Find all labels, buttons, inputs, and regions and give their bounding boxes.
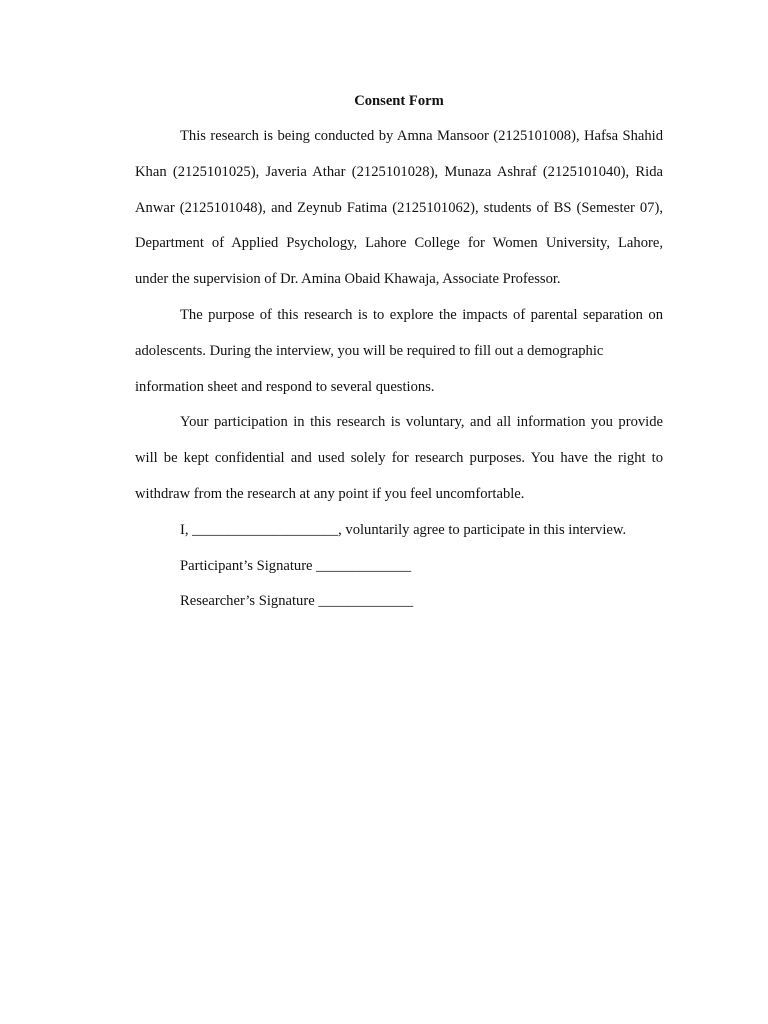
paragraph-purpose [135, 298, 663, 405]
consent-form-body [135, 88, 663, 620]
paragraph-line: Department of Applied Psychology, Lahore College for Women University, Lahore, [135, 235, 663, 252]
paragraph-line: Your participation in this research is voluntary, and all information you provide [180, 414, 663, 431]
document-title: Consent Form [354, 93, 444, 109]
paragraph-line: will be kept confidential and used solely for research purposes. You have the right to [135, 450, 663, 467]
paragraph-participation [135, 405, 663, 512]
paragraph-line: withdraw from the research at any point if you feel uncomfortable. [135, 485, 525, 502]
paragraph-line: This research is being conducted by Amna Mansoor (2125101008), Hafsa Shahid [180, 128, 663, 144]
paragraph-line: information sheet and respond to several questions. [135, 378, 435, 395]
paragraph-line: Anwar (2125101048), and Zeynub Fatima (2125101062), students of BS (Semester 07), [135, 199, 663, 216]
researcher-signature-line: Researcher’s Signature _____________ [180, 593, 414, 610]
paragraph-line: under the supervision of Dr. Amina Obaid Khawaja, Associate Professor. [135, 271, 561, 288]
agreement-line: I, ____________________, voluntarily agree to participate in this interview. [180, 521, 627, 538]
paragraph-research-team [135, 119, 663, 298]
paragraph-line: adolescents. During the interview, you will be required to fill out a demographic [135, 342, 604, 359]
paragraph-line: The purpose of this research is to explore the impacts of parental separation on [180, 306, 663, 323]
participant-signature-line: Participant’s Signature _____________ [180, 557, 412, 574]
paragraph-line: Khan (2125101025), Javeria Athar (2125101028), Munaza Ashraf (2125101040), Rida [135, 163, 663, 180]
